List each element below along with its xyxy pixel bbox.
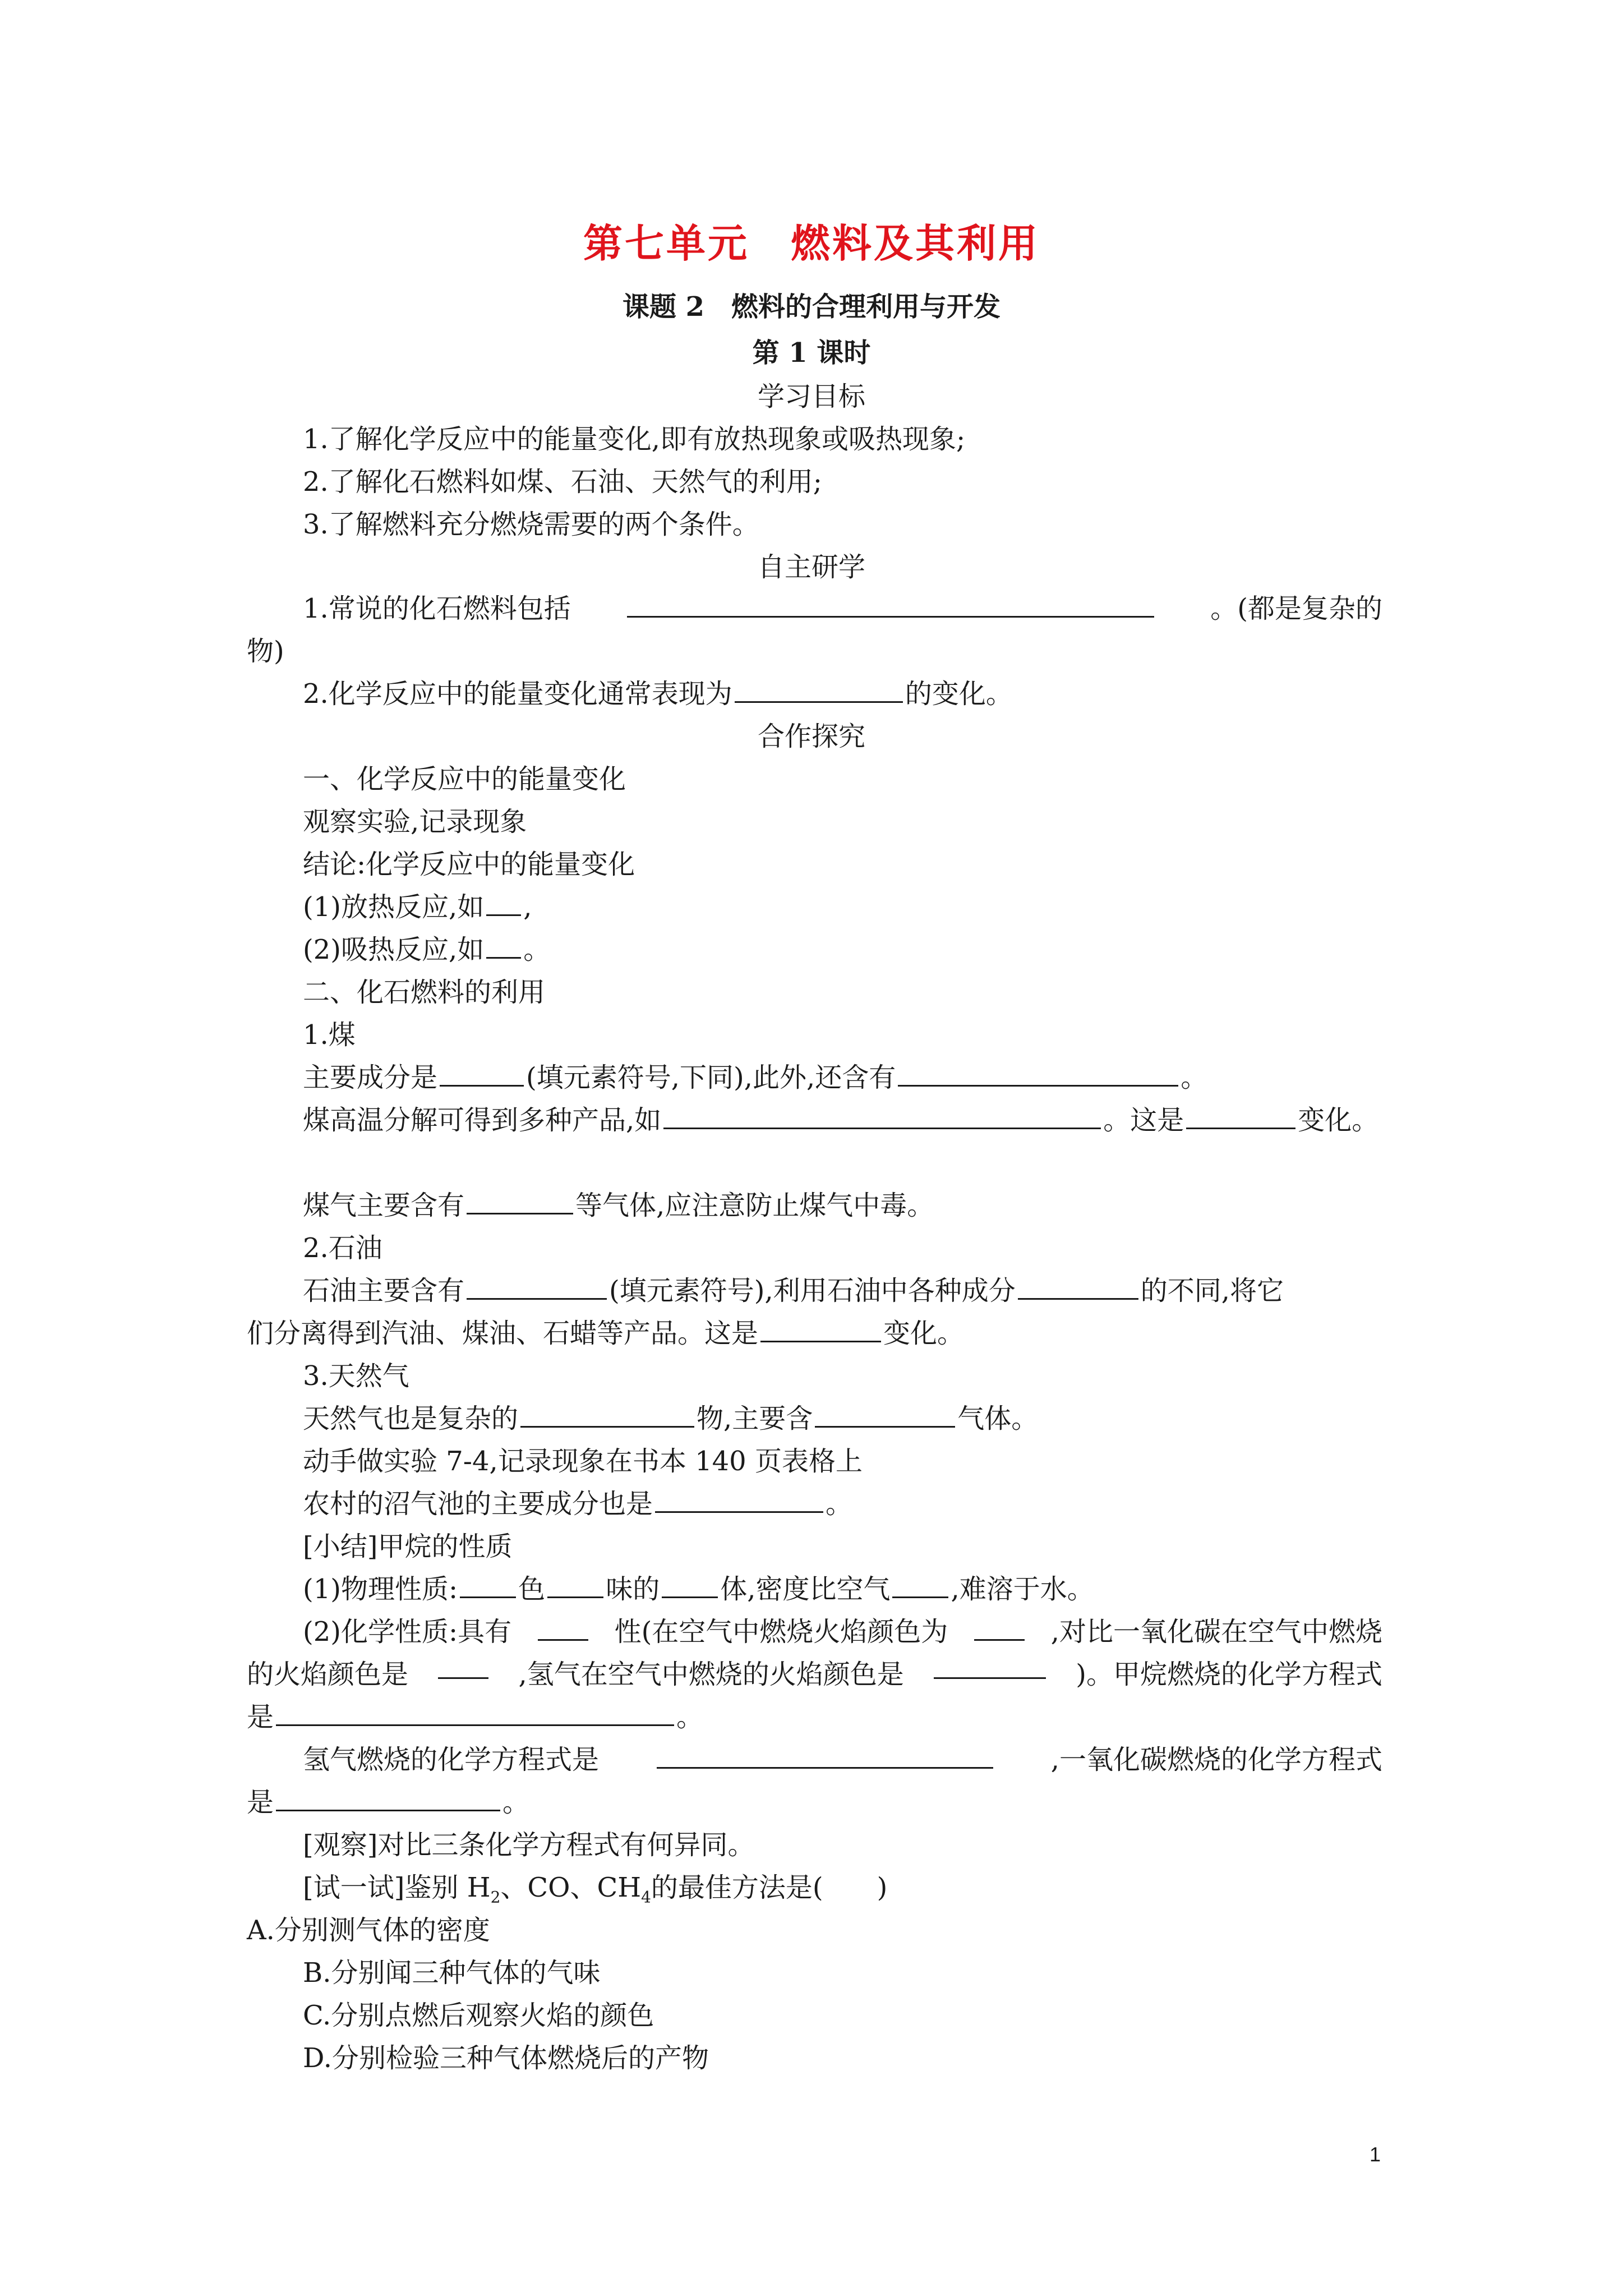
co-equation — [247, 1780, 529, 1819]
coal-line-1 — [303, 1056, 1207, 1094]
gas-l3-b: 。 — [826, 1488, 853, 1520]
answer-blank — [627, 591, 1154, 618]
answer-blank — [760, 1316, 881, 1342]
answer-blank — [547, 1572, 603, 1598]
coal-l3-a: 煤气主要含有 — [303, 1190, 465, 1221]
observe-line: 观察实验,记录现象 — [303, 806, 527, 838]
period-label: 第 1 课时 — [752, 337, 871, 369]
q1-wrap: 物) — [247, 636, 284, 667]
option-a: A.分别测气体的密度 — [247, 1915, 490, 1946]
answer-blank — [974, 1614, 1025, 1641]
coal-l2-a: 煤高温分解可得到多种产品,如 — [303, 1105, 662, 1136]
q2-suffix: 的变化。 — [905, 678, 1013, 710]
coal-l2-c: 变化。 — [1298, 1105, 1379, 1136]
exothermic-line — [303, 885, 532, 924]
self-study-q2 — [303, 672, 1013, 711]
answer-blank — [440, 1060, 524, 1087]
coal-l2-b: 。这是 — [1103, 1105, 1184, 1136]
coal-line-3 — [303, 1184, 934, 1222]
coal-l1-b: (填元素符号,下同),此外,还含有 — [526, 1062, 896, 1093]
subscript: 4 — [641, 1888, 651, 1907]
answer-blank — [438, 1653, 488, 1679]
phys-a: (1)物理性质: — [303, 1573, 458, 1605]
chem-b: 性(在空气中燃烧火焰颜色为 — [614, 1616, 948, 1648]
answer-blank — [538, 1614, 588, 1641]
part1-title: 一、化学反应中的能量变化 — [303, 763, 626, 795]
answer-blank — [815, 1401, 955, 1428]
methane-equation — [247, 1695, 703, 1734]
observe-compare: [观察]对比三条化学方程式有何异同。 — [303, 1829, 755, 1861]
chem2-c: )。甲烷燃烧的化学方程式 — [1076, 1659, 1382, 1690]
phys-e: ,难溶于水。 — [951, 1573, 1094, 1605]
try-prefix: [试一试]鉴别 H — [303, 1872, 491, 1903]
part2-title: 二、化石燃料的利用 — [303, 977, 546, 1008]
gas-l1-a: 天然气也是复杂的 — [303, 1403, 519, 1434]
coal-l1-a: 主要成分是 — [303, 1062, 438, 1093]
coal-line-2 — [303, 1098, 1378, 1137]
option-d: D.分别检验三种气体燃烧后的产物 — [303, 2042, 709, 2074]
coal-title: 1.煤 — [303, 1019, 356, 1051]
exo-suffix: , — [523, 891, 532, 923]
explore-heading: 合作探究 — [757, 721, 865, 752]
gas-title: 3.天然气 — [303, 1360, 409, 1392]
answer-blank — [898, 1060, 1178, 1087]
phys-c: 味的 — [606, 1573, 660, 1605]
endothermic-line — [303, 928, 550, 967]
coal-l1-c: 。 — [1181, 1062, 1208, 1093]
co-a: 是 — [247, 1787, 274, 1818]
summary-title: [小结]甲烷的性质 — [303, 1531, 513, 1562]
oil-l1-c: 的不同,将它 — [1140, 1275, 1284, 1306]
self-study-q1 — [303, 587, 1382, 625]
answer-blank — [467, 1188, 573, 1214]
goal-item: 2.了解化石燃料如煤、石油、天然气的利用; — [303, 466, 822, 498]
chemical-properties-1 — [303, 1610, 1382, 1649]
answer-blank — [662, 1572, 718, 1598]
q1-prefix: 1.常说的化石燃料包括 — [303, 593, 571, 624]
q1-suffix: 。(都是复杂的 — [1210, 593, 1382, 624]
oil-l1-b: (填元素符号),利用石油中各种成分 — [609, 1275, 1016, 1306]
try-mid: 、CO、CH — [500, 1872, 642, 1903]
oil-title: 2.石油 — [303, 1232, 382, 1264]
gas-line-2: 动手做实验 7-4,记录现象在书本 140 页表格上 — [303, 1446, 863, 1477]
chem2-b: ,氢气在空气中燃烧的火焰颜色是 — [518, 1659, 904, 1690]
answer-blank — [655, 1487, 823, 1513]
answer-blank — [276, 1785, 500, 1811]
option-b: B.分别闻三种气体的气味 — [303, 1957, 601, 1989]
answer-blank — [657, 1742, 993, 1769]
q2-prefix: 2.化学反应中的能量变化通常表现为 — [303, 678, 732, 710]
gas-line-1 — [303, 1397, 1038, 1435]
answer-blank — [892, 1572, 948, 1598]
endo-suffix: 。 — [523, 934, 551, 965]
endo-prefix: (2)吸热反应,如 — [303, 934, 485, 965]
answer-blank — [460, 1572, 516, 1598]
phys-b: 色 — [518, 1573, 546, 1605]
physical-properties — [303, 1567, 1094, 1606]
hydrogen-equation — [303, 1738, 1382, 1777]
goal-item: 1.了解化学反应中的能量变化,即有放热现象或吸热现象; — [303, 424, 966, 455]
gas-l3-a: 农村的沼气池的主要成分也是 — [303, 1488, 653, 1520]
oil-line-2 — [247, 1312, 964, 1350]
answer-blank — [1186, 1103, 1295, 1129]
chem2-a: 的火焰颜色是 — [247, 1659, 409, 1690]
lesson-title: 课题 2 燃料的合理利用与开发 — [622, 291, 1001, 323]
chem-c: ,对比一氧化碳在空气中燃烧 — [1050, 1616, 1382, 1648]
answer-blank — [1018, 1273, 1138, 1300]
chem3-b: 。 — [676, 1701, 704, 1733]
oil-line-1 — [303, 1269, 1284, 1308]
exo-prefix: (1)放热反应,如 — [303, 891, 485, 923]
chem3-a: 是 — [247, 1701, 274, 1733]
goal-item: 3.了解燃料充分燃烧需要的两个条件。 — [303, 509, 759, 540]
h2-b: ,一氧化碳燃烧的化学方程式 — [1050, 1744, 1382, 1775]
chemical-properties-2 — [247, 1653, 1382, 1691]
answer-blank — [663, 1103, 1101, 1129]
co-b: 。 — [502, 1787, 530, 1818]
answer-blank — [735, 677, 903, 703]
goals-heading: 学习目标 — [757, 381, 865, 412]
answer-blank — [467, 1273, 607, 1300]
subscript: 2 — [490, 1888, 501, 1907]
h2-a: 氢气燃烧的化学方程式是 — [303, 1744, 600, 1775]
answer-blank — [276, 1700, 674, 1726]
try-suffix: 的最佳方法是( ) — [651, 1872, 888, 1903]
answer-blank — [486, 932, 521, 959]
oil-l1-a: 石油主要含有 — [303, 1275, 465, 1306]
answer-blank — [934, 1653, 1046, 1679]
page-number: 1 — [1370, 2143, 1381, 2166]
oil-l2-a: 们分离得到汽油、煤油、石蜡等产品。这是 — [247, 1318, 759, 1349]
option-c: C.分别点燃后观察火焰的颜色 — [303, 2000, 654, 2031]
chem-a: (2)化学性质:具有 — [303, 1616, 512, 1648]
conclusion-line: 结论:化学反应中的能量变化 — [303, 849, 635, 880]
try-question — [303, 1866, 887, 1907]
gas-line-3 — [303, 1482, 852, 1521]
self-study-heading: 自主研学 — [757, 551, 865, 583]
unit-title: 第七单元 燃料及其利用 — [583, 220, 1040, 266]
coal-l3-b: 等气体,应注意防止煤气中毒。 — [575, 1190, 934, 1221]
oil-l2-b: 变化。 — [883, 1318, 965, 1349]
answer-blank — [520, 1401, 694, 1428]
gas-l1-b: 物,主要含 — [697, 1403, 813, 1434]
phys-d: 体,密度比空气 — [720, 1573, 891, 1605]
answer-blank — [486, 890, 521, 916]
gas-l1-c: 气体。 — [957, 1403, 1039, 1434]
